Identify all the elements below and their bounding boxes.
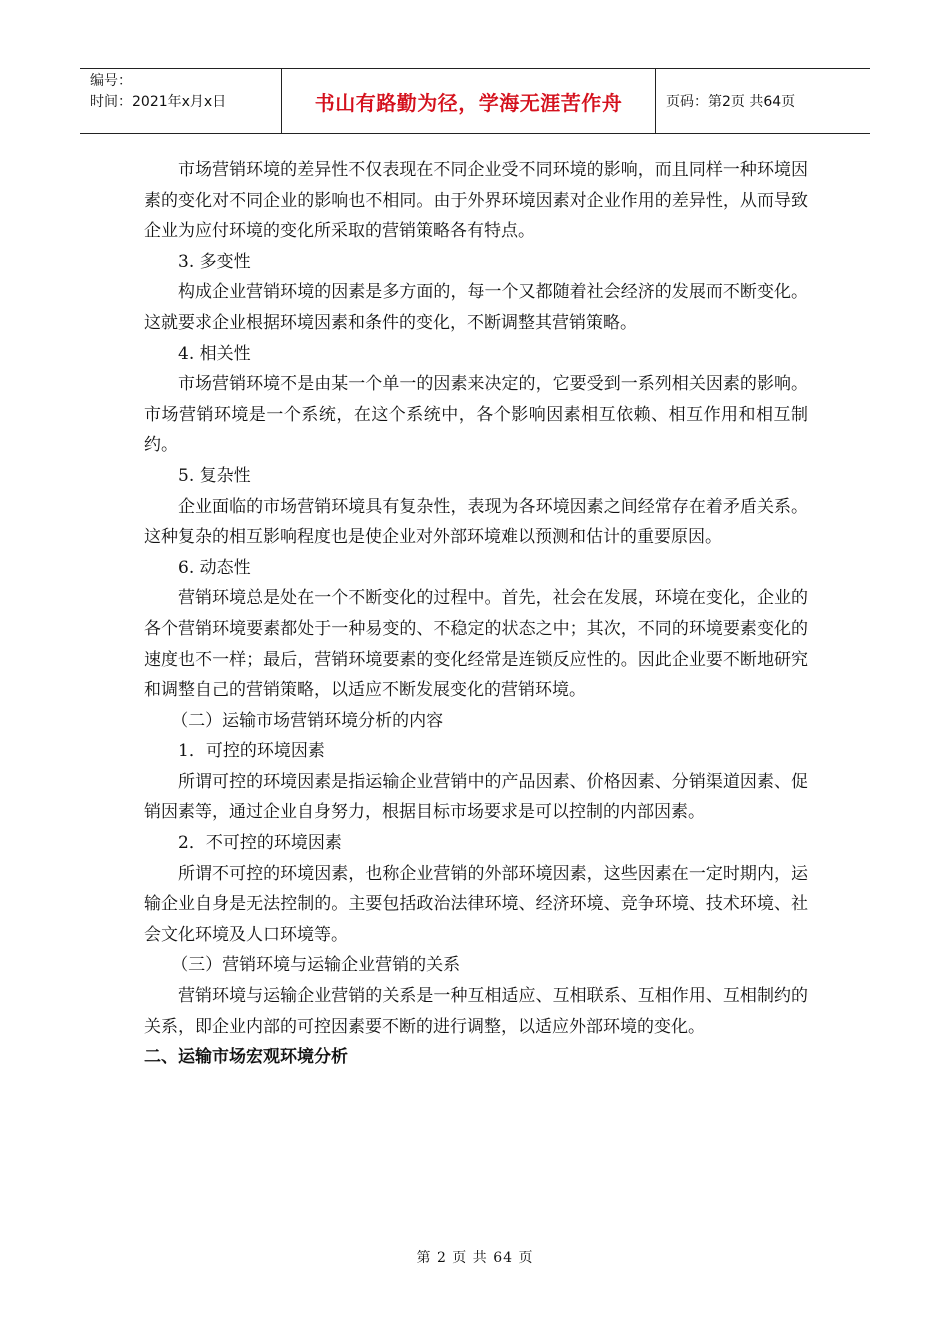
body-paragraph: 所谓可控的环境因素是指运输企业营销中的产品因素、价格因素、分销渠道因素、促销因素等，通过企业自身努力，根据目标市场要求是可以控制的内部因素。 bbox=[144, 771, 808, 823]
header-motto: 书山有路勤为径，学海无涯苦作舟 bbox=[314, 90, 623, 115]
subsection-heading: （二）运输市场营销环境分析的内容 bbox=[171, 710, 444, 731]
body-paragraph: 营销环境与运输企业营销的关系是一种互相适应、互相联系、互相作用、互相制约的关系，即企业内部的可控因素要不断的进行调整，以适应外部环境的变化。 bbox=[144, 986, 808, 1037]
header-motto-cell bbox=[282, 69, 656, 133]
section-heading: 1．可控的环境因素 bbox=[178, 741, 325, 762]
body-paragraph: 市场营销环境不是由某一个单一的因素来决定的，它要受到一系列相关因素的影响。市场营销环境是一个系统，在这个系统中，各个影响因素相互依赖、相互作用和相互制约。 bbox=[144, 374, 808, 456]
header-page-info: 页码：第2页 共64页 bbox=[666, 94, 796, 110]
page-footer: 第 2 页 共 64 页 bbox=[416, 1250, 534, 1266]
section-heading: 4. 相关性 bbox=[178, 343, 251, 364]
body-paragraph: 企业面临的市场营销环境具有复杂性，表现为各环境因素之间经常存在着矛盾关系。这种复杂的相互影响程度也是使企业对外部环境难以预测和估计的重要原因。 bbox=[144, 496, 808, 548]
body-paragraph: 市场营销环境的差异性不仅表现在不同企业受不同环境的影响，而且同样一种环境因素的变化对不同企业的影响也不相同。由于外界环境因素对企业作用的差异性，从而导致企业为应付环境的变化所采取的营销策略各有特点。 bbox=[144, 160, 808, 242]
header-meta-cell bbox=[80, 69, 282, 133]
section-heading: 5. 复杂性 bbox=[178, 465, 251, 486]
section-heading: 6. 动态性 bbox=[178, 557, 251, 578]
body-paragraph: 营销环境总是处在一个不断变化的过程中。首先，社会在发展，环境在变化，企业的各个营销环境要素都处于一种易变的、不稳定的状态之中；其次，不同的环境要素变化的速度也不一样；最后，营销环境要素的变化经常是连锁反应性的。因此企业要不断地研究和调整自己的营销策略，以适应不断发展变化的营销环境。 bbox=[144, 588, 808, 701]
header-page-cell bbox=[656, 69, 870, 133]
section-heading: 2．不可控的环境因素 bbox=[178, 833, 342, 854]
body-paragraph: 所谓不可控的环境因素，也称企业营销的外部环境因素，这些因素在一定时期内，运输企业自身是无法控制的。主要包括政治法律环境、经济环境、竞争环境、技术环境、社会文化环境及人口环境等。 bbox=[144, 863, 808, 945]
chapter-heading: 二、运输市场宏观环境分析 bbox=[144, 1047, 348, 1068]
section-heading: 3. 多变性 bbox=[178, 251, 251, 272]
body-paragraph: 构成企业营销环境的因素是多方面的，每一个又都随着社会经济的发展而不断变化。这就要求企业根据环境因素和条件的变化，不断调整其营销策略。 bbox=[144, 282, 808, 333]
document-number-label: 编号： bbox=[90, 73, 132, 89]
document-time-label: 时间：2021年x月x日 bbox=[90, 94, 227, 110]
document-body bbox=[144, 155, 808, 1073]
document-header bbox=[80, 68, 870, 134]
subsection-heading: （三）营销环境与运输企业营销的关系 bbox=[171, 955, 461, 976]
